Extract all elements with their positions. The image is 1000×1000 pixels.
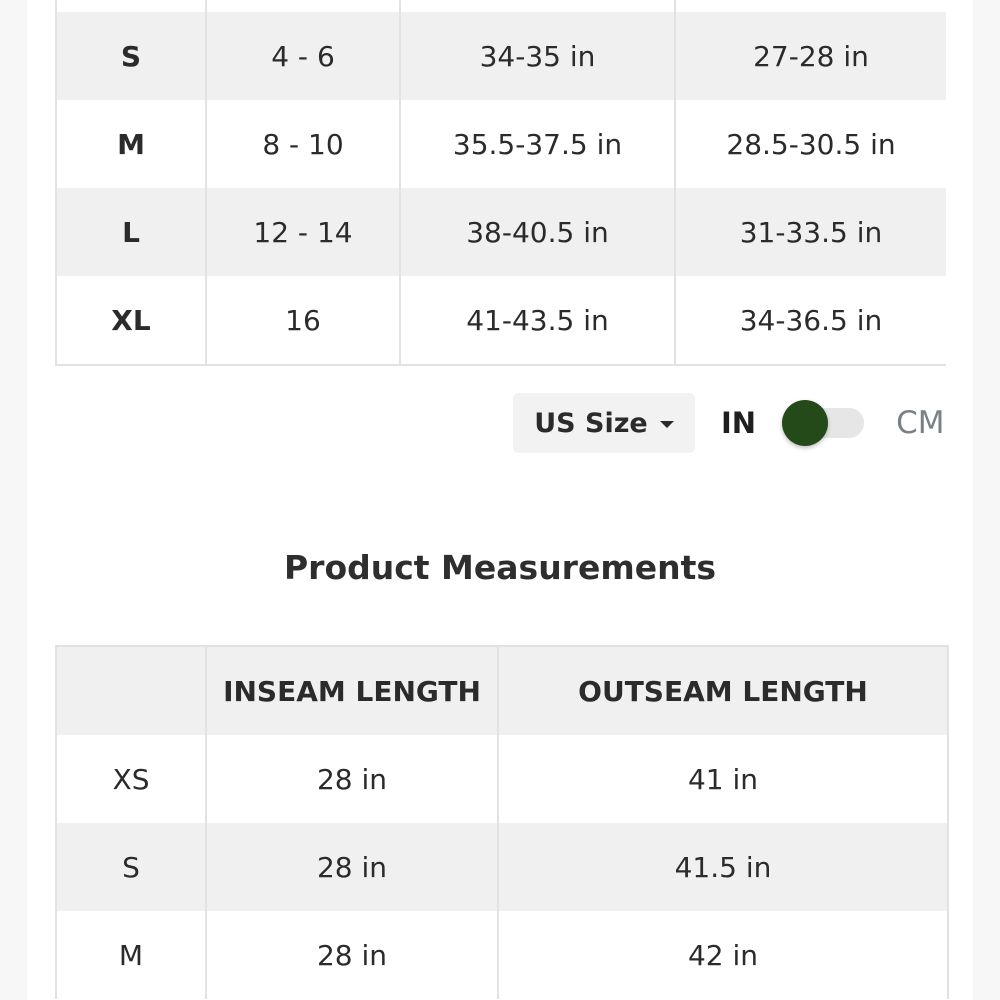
size-guide-page [27,0,973,1000]
toggle-knob[interactable] [782,400,828,446]
us-size-cell: 12 - 14 [206,188,400,276]
table-row [56,823,948,911]
waist-cell [675,0,946,12]
waist-cell: 27-28 in [675,12,946,100]
inseam-cell: 28 in [206,823,498,911]
size-cell [56,0,206,12]
unit-toggle[interactable] [782,406,866,440]
table-header-row [56,646,948,735]
unit-controls [513,392,944,454]
column-header-inseam: INSEAM LENGTH [206,646,498,735]
inseam-cell: 28 in [206,911,498,999]
size-cell: L [56,188,206,276]
outseam-cell: 41 in [498,735,948,823]
unit-label-in: IN [721,406,757,440]
us-size-cell: 4 - 6 [206,12,400,100]
size-cell: M [56,100,206,188]
product-measurements-title: Product Measurements [283,548,717,587]
size-cell: S [56,823,206,911]
bust-cell [400,0,675,12]
bust-cell: 34-35 in [400,12,675,100]
size-cell: S [56,12,206,100]
product-measurements-table [55,645,949,999]
unit-label-cm: CM [896,405,945,441]
size-system-label: US Size [534,407,648,439]
column-header-outseam: OUTSEAM LENGTH [498,646,948,735]
bust-cell: 35.5-37.5 in [400,100,675,188]
inseam-cell: 28 in [206,735,498,823]
outseam-cell: 41.5 in [498,823,948,911]
waist-cell: 28.5-30.5 in [726,127,896,161]
table-row [56,735,948,823]
bust-cell: 38-40.5 in [400,188,675,276]
size-cell: XS [56,735,206,823]
size-system-dropdown[interactable] [513,393,695,453]
table-row [56,0,946,12]
bust-cell: 41-43.5 in [400,276,675,365]
waist-cell: 34-36.5 in [675,276,946,365]
size-chart-table [55,0,946,366]
size-cell: XL [56,276,206,365]
outseam-cell: 42 in [498,911,948,999]
column-header-size [56,646,206,735]
caret-down-icon [660,421,674,428]
us-size-cell [206,0,400,12]
table-row [56,911,948,999]
size-cell: M [56,911,206,999]
table-row [56,188,946,276]
table-row [56,100,946,188]
table-row [56,276,946,365]
us-size-cell: 8 - 10 [206,100,400,188]
table-row [56,12,946,100]
waist-cell: 31-33.5 in [675,188,946,276]
us-size-cell: 16 [206,276,400,365]
